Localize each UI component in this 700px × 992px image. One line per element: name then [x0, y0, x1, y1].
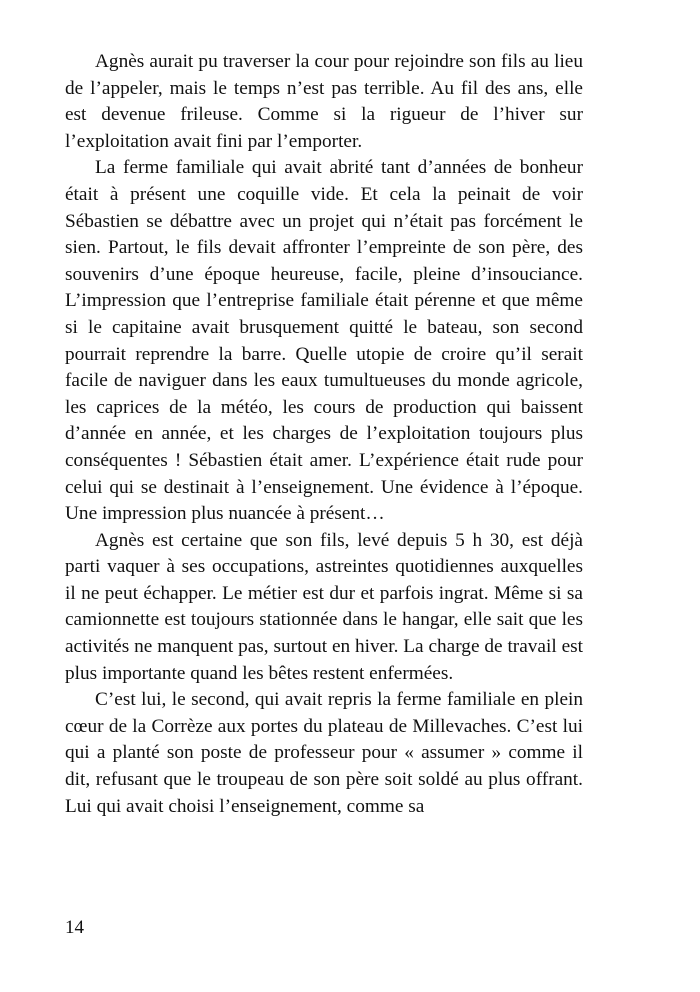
paragraph-2: La ferme familiale qui avait abrité tant d’années de bonheur était à présent une coquille vide. Et cela la peinait de voir Sébastien se débattre avec un projet qui n’était pas forcément le sien. Partout, le fils devait affronter l’empreinte de son père, des souvenirs d’une époque heureuse, facile, pleine d’insouciance. L’impression que l’entreprise familiale était pérenne et que même si le capitaine avait brusquement quitté le bateau, son second pourrait reprendre la barre. Quelle utopie de croire qu’il serait facile de naviguer dans les eaux tumultueuses du monde agricole, les caprices de la météo, les cours de production qui baissent d’année en année, et les charges de l’exploitation toujours plus conséquentes ! Sébastien était amer. L’expérience était rude pour celui qui se destinait à l’enseignement. Une évidence à l’époque. Une impression plus nuancée à présent… [65, 157, 583, 525]
body-text [65, 49, 583, 820]
paragraph-1: Agnès aurait pu traverser la cour pour rejoindre son fils au lieu de l’appeler, mais le temps n’est pas terrible. Au fil des ans, elle est devenue frileuse. Comme si la rigueur de l’hiver sur l’exploitation avait fini par l’emporter. [65, 51, 583, 152]
paragraph-3: Agnès est certaine que son fils, levé depuis 5 h 30, est déjà parti vaquer à ses occupations, astreintes quotidiennes auxquelles il ne peut échapper. Le métier est dur et parfois ingrat. Même si sa camionnette est toujours stationnée dans le hangar, elle sait que les activités ne manquent pas, surtout en hiver. La charge de travail est plus importante quand les bêtes restent enfermées. [65, 529, 583, 684]
paragraph-4: C’est lui, le second, qui avait repris la ferme familiale en plein cœur de la Corrèze aux portes du plateau de Millevaches. C’est lui qui a planté son poste de professeur pour « assumer » comme il dit, refusant que le troupeau de son père soit soldé au plus offrant. Lui qui avait choisi l’enseignement, comme sa [65, 689, 583, 817]
page-number: 14 [65, 917, 84, 938]
